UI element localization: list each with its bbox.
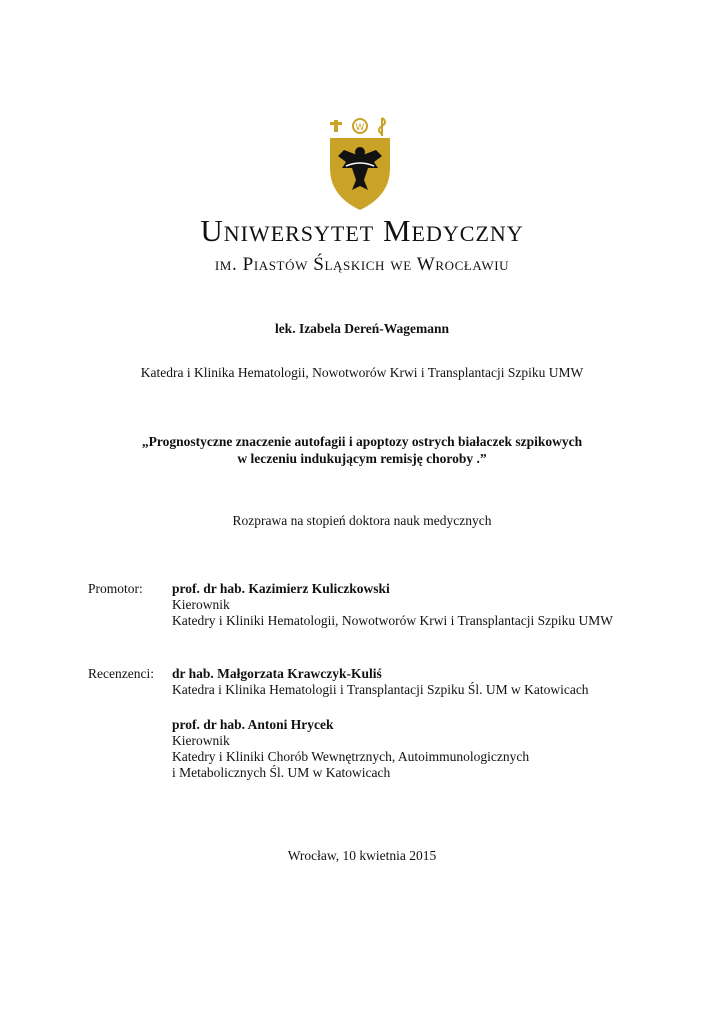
university-crest-logo	[322, 116, 398, 214]
promotor-label: Promotor:	[88, 581, 143, 596]
promotor-name: prof. dr hab. Kazimierz Kuliczkowski	[172, 581, 390, 596]
reviewer-2-name: prof. dr hab. Antoni Hrycek	[172, 717, 334, 732]
svg-text:W: W	[355, 123, 365, 133]
reviewer-2-unit-line-1: Katedry i Kliniki Chorób Wewnętrznych, Autoimmunologicznych	[172, 749, 530, 764]
reviewers-label: Recenzenci:	[88, 666, 154, 681]
university-name: Uniwersytet Medyczny	[200, 213, 524, 248]
degree-statement: Rozprawa na stopień doktora nauk medycznych	[232, 513, 492, 528]
thesis-title	[0, 433, 724, 467]
department: Katedra i Klinika Hematologii, Nowotworów Krwi i Transplantacji Szpiku UMW	[140, 365, 584, 380]
reviewer-2-block	[172, 717, 529, 781]
reviewer-1-name: dr hab. Małgorzata Krawczyk-Kuliś	[172, 666, 382, 681]
promotor-unit: Katedry i Kliniki Hematologii, Nowotworów Krwi i Transplantacji Szpiku UMW	[172, 613, 613, 628]
reviewer-1-block	[172, 666, 589, 698]
promotor-position: Kierownik	[172, 597, 230, 612]
thesis-title-line-1: „Prognostyczne znaczenie autofagii i apoptozy ostrych białaczek szpikowych	[141, 434, 583, 449]
university-subtitle: im. Piastów Śląskich we Wrocławiu	[214, 254, 510, 275]
reviewer-2-unit-line-2: i Metabolicznych Śl. UM w Katowicach	[172, 765, 391, 780]
reviewer-2-position: Kierownik	[172, 733, 230, 748]
reviewer-1-unit: Katedra i Klinika Hematologii i Transplantacji Szpiku Śl. UM w Katowicach	[172, 682, 589, 697]
promotor-block	[172, 581, 613, 629]
place-and-date: Wrocław, 10 kwietnia 2015	[287, 848, 437, 863]
author-name: lek. Izabela Dereń-Wagemann	[274, 321, 450, 336]
thesis-title-line-2: w leczeniu indukującym remisję choroby .”	[237, 451, 487, 466]
